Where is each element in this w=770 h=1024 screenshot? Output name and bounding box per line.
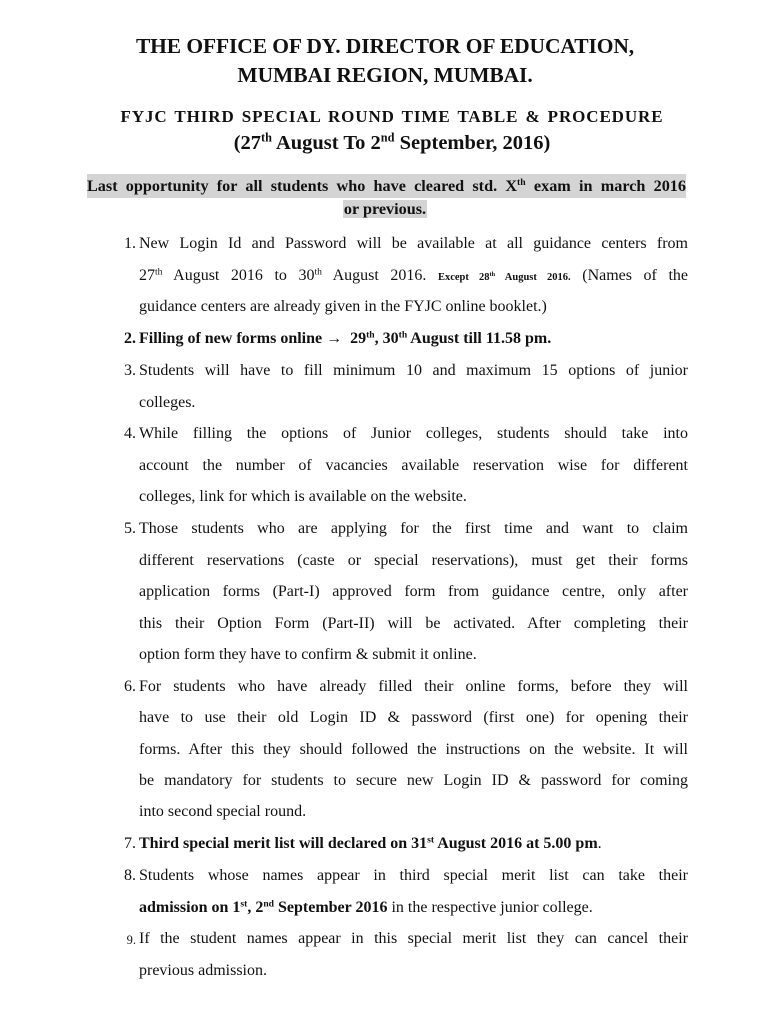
item-number: 8. [124, 867, 136, 884]
item-number: 5. [124, 520, 136, 537]
item-4-line-2: account the number of vacancies available reservation wise for different [139, 457, 688, 474]
item-9-line-1: If the student names appear in this special merit list they can cancel their [139, 930, 688, 947]
highlight-notice-line-2: or previous. [343, 200, 427, 218]
item-number: 7. [124, 835, 136, 852]
item-number: 2. [124, 330, 136, 347]
item-number: 1. [124, 235, 136, 252]
right-arrow-icon: → [326, 330, 343, 347]
item-5-line-5: option form they have to confirm & submit it online. [139, 646, 477, 663]
item-4-line-1: While filling the options of Junior colleges, students should take into [139, 425, 688, 442]
item-2-line-1: Filling of new forms online → 29th, 30th August till 11.58 pm. [139, 329, 552, 347]
office-title-line-1: THE OFFICE OF DY. DIRECTOR OF EDUCATION, [135, 34, 635, 58]
item-4-line-3: colleges, link for which is available on the website. [139, 488, 467, 505]
item-7-line-1: Third special merit list will declared on 31st August 2016 at 5.00 pm. [139, 834, 602, 852]
item-number: 6. [124, 678, 136, 695]
item-6-line-4: be mandatory for students to secure new Login ID & password for coming [139, 772, 688, 789]
highlight-notice: Last opportunity for all students who have cleared std. Xth exam in march 2016 [87, 174, 686, 198]
item-5-line-3: application forms (Part-I) approved form from guidance centre, only after [139, 583, 688, 600]
item-8-line-1: Students whose names appear in third special merit list can take their [139, 867, 688, 884]
item-8-line-2: admission on 1st, 2nd September 2016 in the respective junior college. [139, 898, 593, 916]
item-6-line-5: into second special round. [139, 803, 307, 820]
item-9-line-2: previous admission. [139, 962, 267, 979]
item-1-line-2: 27th August 2016 to 30th August 2016. Except 28th August 2016. (Names of the [139, 266, 688, 284]
item-5-line-1: Those students who are applying for the first time and want to claim [139, 520, 688, 537]
item-6-line-3: forms. After this they should followed the instructions on the website. It will [139, 741, 688, 758]
item-3-line-1: Students will have to fill minimum 10 and maximum 15 options of junior [139, 362, 688, 379]
item-number: 3. [124, 362, 136, 379]
item-6-line-1: For students who have already filled their online forms, before they will [139, 678, 688, 695]
item-number: 4. [124, 425, 136, 442]
item-1-line-1: New Login Id and Password will be available at all guidance centers from [139, 235, 688, 252]
timetable-subtitle: FYJC THIRD SPECIAL ROUND TIME TABLE & PROCEDURE [120, 107, 664, 126]
item-6-line-2: have to use their old Login ID & password (first one) for opening their [139, 709, 688, 726]
item-number: 9. [126, 933, 136, 947]
office-title-line-2: MUMBAI REGION, MUMBAI. [237, 63, 533, 87]
item-1-line-3: guidance centers are already given in the FYJC online booklet.) [139, 298, 547, 315]
item-5-line-4: this their Option Form (Part-II) will be activated. After completing their [139, 615, 688, 632]
date-range: (27th August To 2nd September, 2016) [233, 130, 551, 154]
item-3-line-2: colleges. [139, 394, 196, 411]
item-5-line-2: different reservations (caste or special reservations), must get their forms [139, 552, 688, 569]
